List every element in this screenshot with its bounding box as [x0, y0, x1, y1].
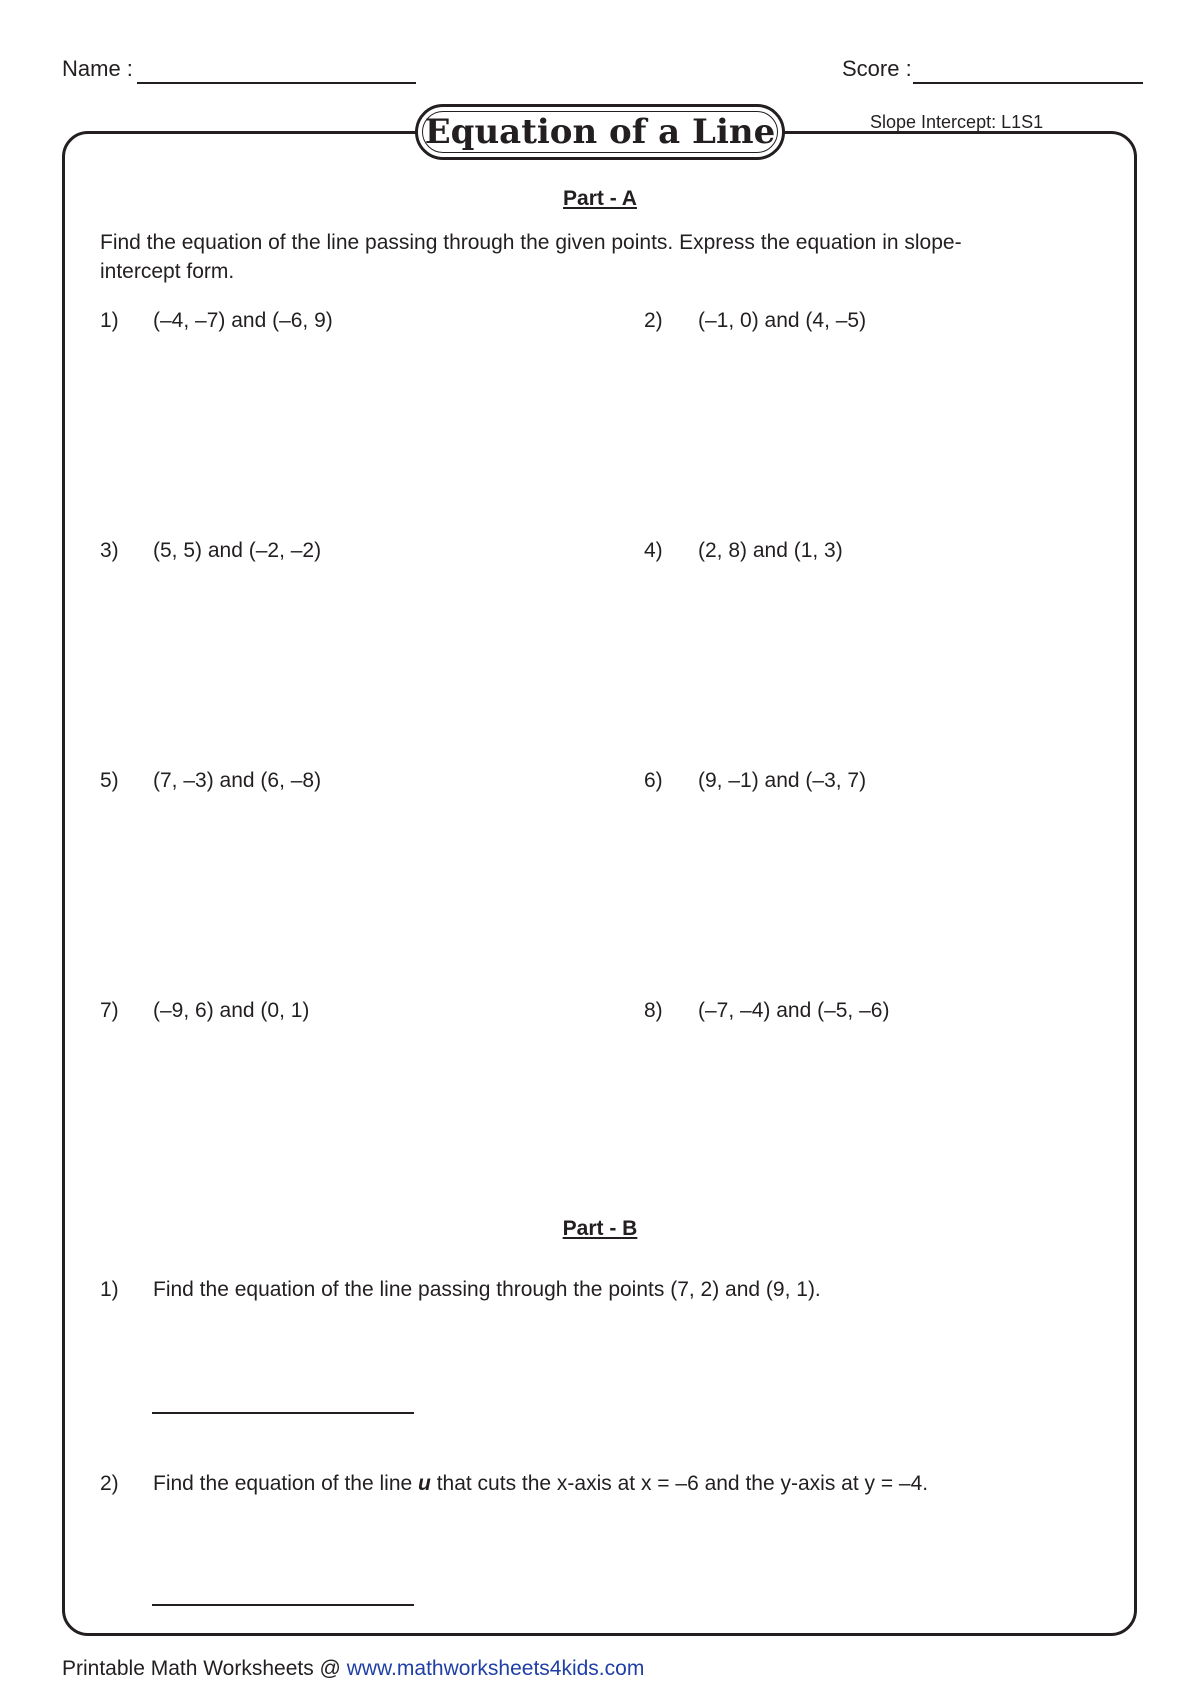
question-text: (–7, –4) and (–5, –6): [698, 999, 890, 1022]
question-text: (7, –3) and (6, –8): [153, 769, 322, 792]
name-label: Name :: [62, 56, 133, 81]
worksheet-title: Equation of a Line: [424, 112, 776, 152]
title-badge: [415, 104, 785, 160]
score-field[interactable]: [913, 82, 1143, 84]
question-text-before: Find the equation of the line: [153, 1472, 419, 1495]
question-number: 2): [644, 309, 663, 332]
question-number: 1): [100, 1278, 119, 1301]
name-field[interactable]: [137, 82, 416, 84]
question-text: (2, 8) and (1, 3): [698, 539, 843, 562]
part-a-instructions: Find the equation of the line passing through the given points. Express the equation in slope-intercept form.: [100, 231, 962, 283]
question-text-after: that cuts the x-axis at x = –6 and the y-axis at y = –4.: [430, 1472, 929, 1495]
question-text: (–1, 0) and (4, –5): [698, 309, 867, 332]
question-text: Find the equation of the line passing through the points (7, 2) and (9, 1).: [153, 1278, 821, 1301]
line-name: u: [418, 1472, 431, 1495]
question-number: 3): [100, 539, 119, 562]
footer-link[interactable]: www.mathworksheets4kids.com: [346, 1657, 645, 1680]
footer-prefix: Printable Math Worksheets @: [62, 1657, 347, 1680]
question-text: (5, 5) and (–2, –2): [153, 539, 322, 562]
question-number: 2): [100, 1472, 119, 1495]
question-text: (–4, –7) and (–6, 9): [153, 309, 333, 332]
question-text: (–9, 6) and (0, 1): [153, 999, 310, 1022]
question-number: 7): [100, 999, 119, 1022]
question-number: 1): [100, 309, 119, 332]
footer: [62, 1657, 644, 1681]
part-a-heading: Part - A: [563, 187, 637, 210]
answer-line[interactable]: [152, 1604, 414, 1606]
answer-line[interactable]: [152, 1412, 414, 1414]
score-label: Score :: [842, 56, 912, 81]
worksheet-frame: [62, 131, 1137, 1636]
worksheet-subtitle: Slope Intercept: L1S1: [870, 112, 1044, 132]
question-text: (9, –1) and (–3, 7): [698, 769, 867, 792]
question-number: 8): [644, 999, 663, 1022]
question-number: 5): [100, 769, 119, 792]
question-text: [153, 1472, 928, 1496]
question-number: 4): [644, 539, 663, 562]
question-number: 6): [644, 769, 663, 792]
part-b-heading: Part - B: [562, 1217, 638, 1240]
